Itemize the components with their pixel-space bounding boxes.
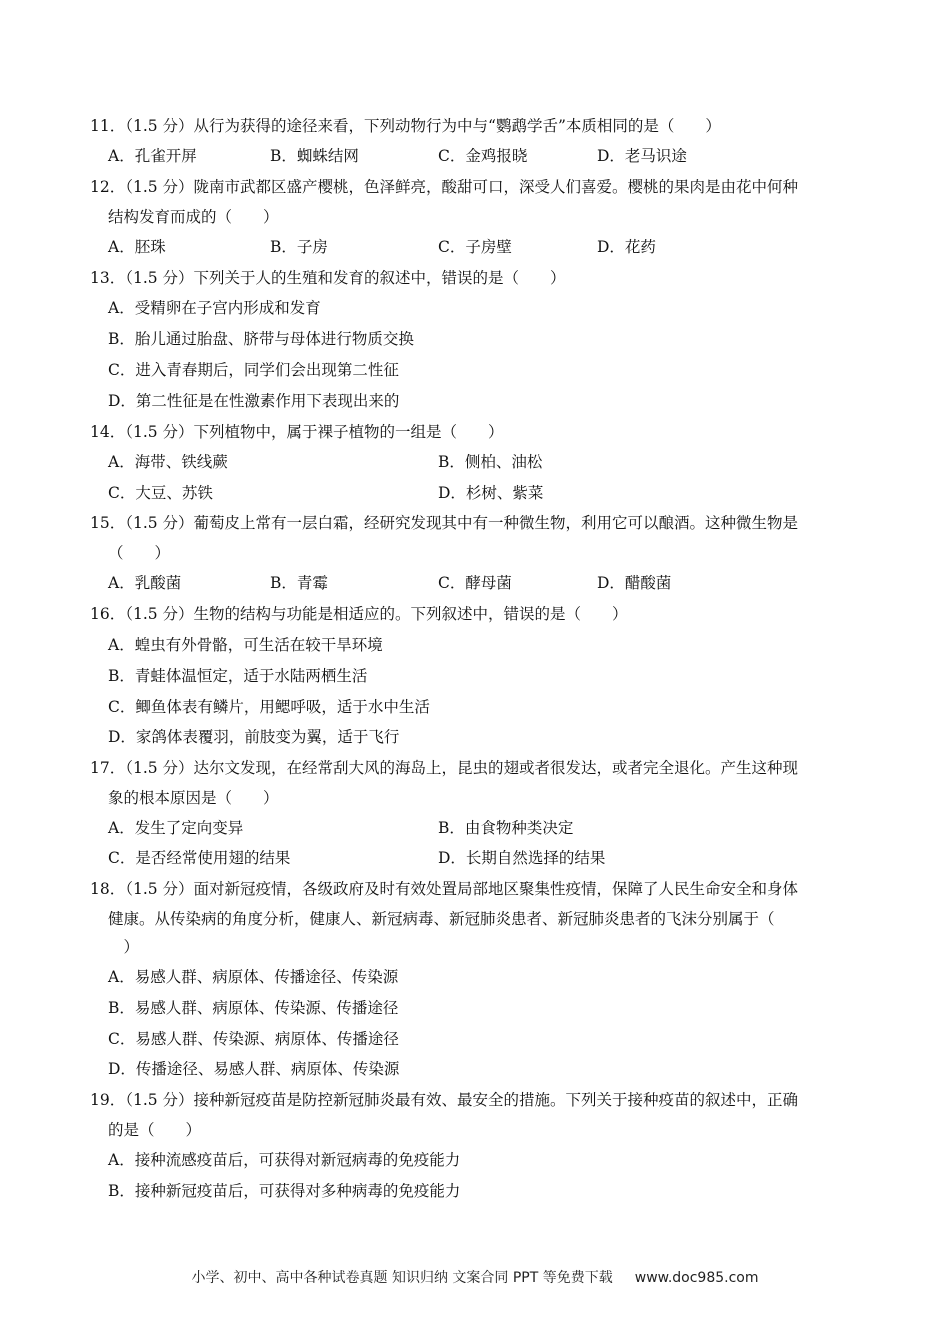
q16-option-a: A．蝗虫有外骨骼，可生活在较干旱环境 bbox=[108, 636, 383, 654]
q17-option-b: B．由食物种类决定 bbox=[438, 819, 574, 837]
q15-option-b: B．青霉 bbox=[270, 574, 328, 592]
question-14-text: 14．（1.5 分）下列植物中，属于裸子植物的一组是（ ） bbox=[90, 423, 504, 441]
q17-option-c: C．是否经常使用翅的结果 bbox=[108, 849, 291, 867]
q15-option-c: C．酵母菌 bbox=[438, 574, 512, 592]
q13-option-c: C．进入青春期后，同学们会出现第二性征 bbox=[108, 361, 399, 379]
question-15-text-cont: （ ） bbox=[108, 544, 171, 562]
q14-option-d: D．杉树、紫菜 bbox=[438, 484, 544, 502]
q11-option-b: B．蜘蛛结网 bbox=[270, 147, 359, 165]
q14-option-c: C．大豆、苏铁 bbox=[108, 484, 213, 502]
q17-option-a: A．发生了定向变异 bbox=[108, 819, 244, 837]
question-18-text-cont: 健康。从传染病的角度分析，健康人、新冠病毒、新冠肺炎患者、新冠肺炎患者的飞沫分别属于（ bbox=[108, 910, 775, 928]
q12-option-b: B．子房 bbox=[270, 238, 328, 256]
q14-option-a: A．海带、铁线蕨 bbox=[108, 453, 228, 471]
q16-option-c: C．鲫鱼体表有鳞片，用鳃呼吸，适于水中生活 bbox=[108, 698, 430, 716]
question-17-text: 17．（1.5 分）达尔文发现，在经常刮大风的海岛上，昆虫的翅或者很发达，或者完全退化。产生这种现 bbox=[90, 759, 799, 777]
q12-option-a: A．胚珠 bbox=[108, 238, 166, 256]
q19-option-a: A．接种流感疫苗后，可获得对新冠病毒的免疫能力 bbox=[108, 1151, 461, 1169]
q11-option-d: D．老马识途 bbox=[597, 147, 687, 165]
q18-option-a: A．易感人群、病原体、传播途径、传染源 bbox=[108, 968, 399, 986]
question-12-text-cont: 结构发育而成的（ ） bbox=[108, 208, 279, 226]
question-19-text: 19．（1.5 分）接种新冠疫苗是防控新冠肺炎最有效、最安全的措施。下列关于接种疫苗的叙述中，正确 bbox=[90, 1091, 799, 1109]
question-19-text-cont: 的是（ ） bbox=[108, 1121, 202, 1139]
question-18-text: 18．（1.5 分）面对新冠疫情，各级政府及时有效处置局部地区聚集性疫情，保障了人民生命安全和身体 bbox=[90, 880, 799, 898]
q11-option-a: A．孔雀开屏 bbox=[108, 147, 197, 165]
question-18-text-cont-2: ） bbox=[108, 938, 140, 956]
q18-option-b: B．易感人群、病原体、传染源、传播途径 bbox=[108, 999, 399, 1017]
question-11-text: 11．（1.5 分）从行为获得的途径来看，下列动物行为中与“鹦鹉学舌”本质相同的是（ ） bbox=[90, 117, 721, 135]
page-footer bbox=[0, 1268, 950, 1288]
footer-text: 小学、初中、高中各种试卷真题 知识归纳 文案合同 PPT 等免费下载 bbox=[191, 1270, 613, 1286]
q12-option-c: C．子房壁 bbox=[438, 238, 512, 256]
question-15-text: 15．（1.5 分）葡萄皮上常有一层白霜，经研究发现其中有一种微生物，利用它可以酿酒。这种微生物是 bbox=[90, 514, 799, 532]
question-17-text-cont: 象的根本原因是（ ） bbox=[108, 789, 279, 807]
q12-option-d: D．花药 bbox=[597, 238, 656, 256]
q16-option-b: B．青蛙体温恒定，适于水陆两栖生活 bbox=[108, 667, 368, 685]
question-16-text: 16．（1.5 分）生物的结构与功能是相适应的。下列叙述中，错误的是（ ） bbox=[90, 605, 628, 623]
q16-option-d: D．家鸽体表覆羽，前肢变为翼，适于飞行 bbox=[108, 728, 400, 746]
q13-option-b: B．胎儿通过胎盘、脐带与母体进行物质交换 bbox=[108, 330, 414, 348]
question-13-text: 13．（1.5 分）下列关于人的生殖和发育的叙述中，错误的是（ ） bbox=[90, 269, 566, 287]
question-12-text: 12．（1.5 分）陇南市武都区盛产樱桃，色泽鲜亮，酸甜可口，深受人们喜爱。樱桃的果肉是由花中何种 bbox=[90, 178, 799, 196]
q15-option-d: D．醋酸菌 bbox=[597, 574, 672, 592]
q13-option-d: D．第二性征是在性激素作用下表现出来的 bbox=[108, 392, 400, 410]
q19-option-b: B．接种新冠疫苗后，可获得对多种病毒的免疫能力 bbox=[108, 1182, 461, 1200]
q18-option-d: D．传播途径、易感人群、病原体、传染源 bbox=[108, 1060, 400, 1078]
q17-option-d: D．长期自然选择的结果 bbox=[438, 849, 606, 867]
q11-option-c: C．金鸡报晓 bbox=[438, 147, 528, 165]
q13-option-a: A．受精卵在子宫内形成和发育 bbox=[108, 299, 321, 317]
footer-site-link[interactable]: www.doc985.com bbox=[634, 1270, 759, 1286]
q15-option-a: A．乳酸菌 bbox=[108, 574, 182, 592]
q18-option-c: C．易感人群、传染源、病原体、传播途径 bbox=[108, 1030, 399, 1048]
q14-option-b: B．侧柏、油松 bbox=[438, 453, 543, 471]
